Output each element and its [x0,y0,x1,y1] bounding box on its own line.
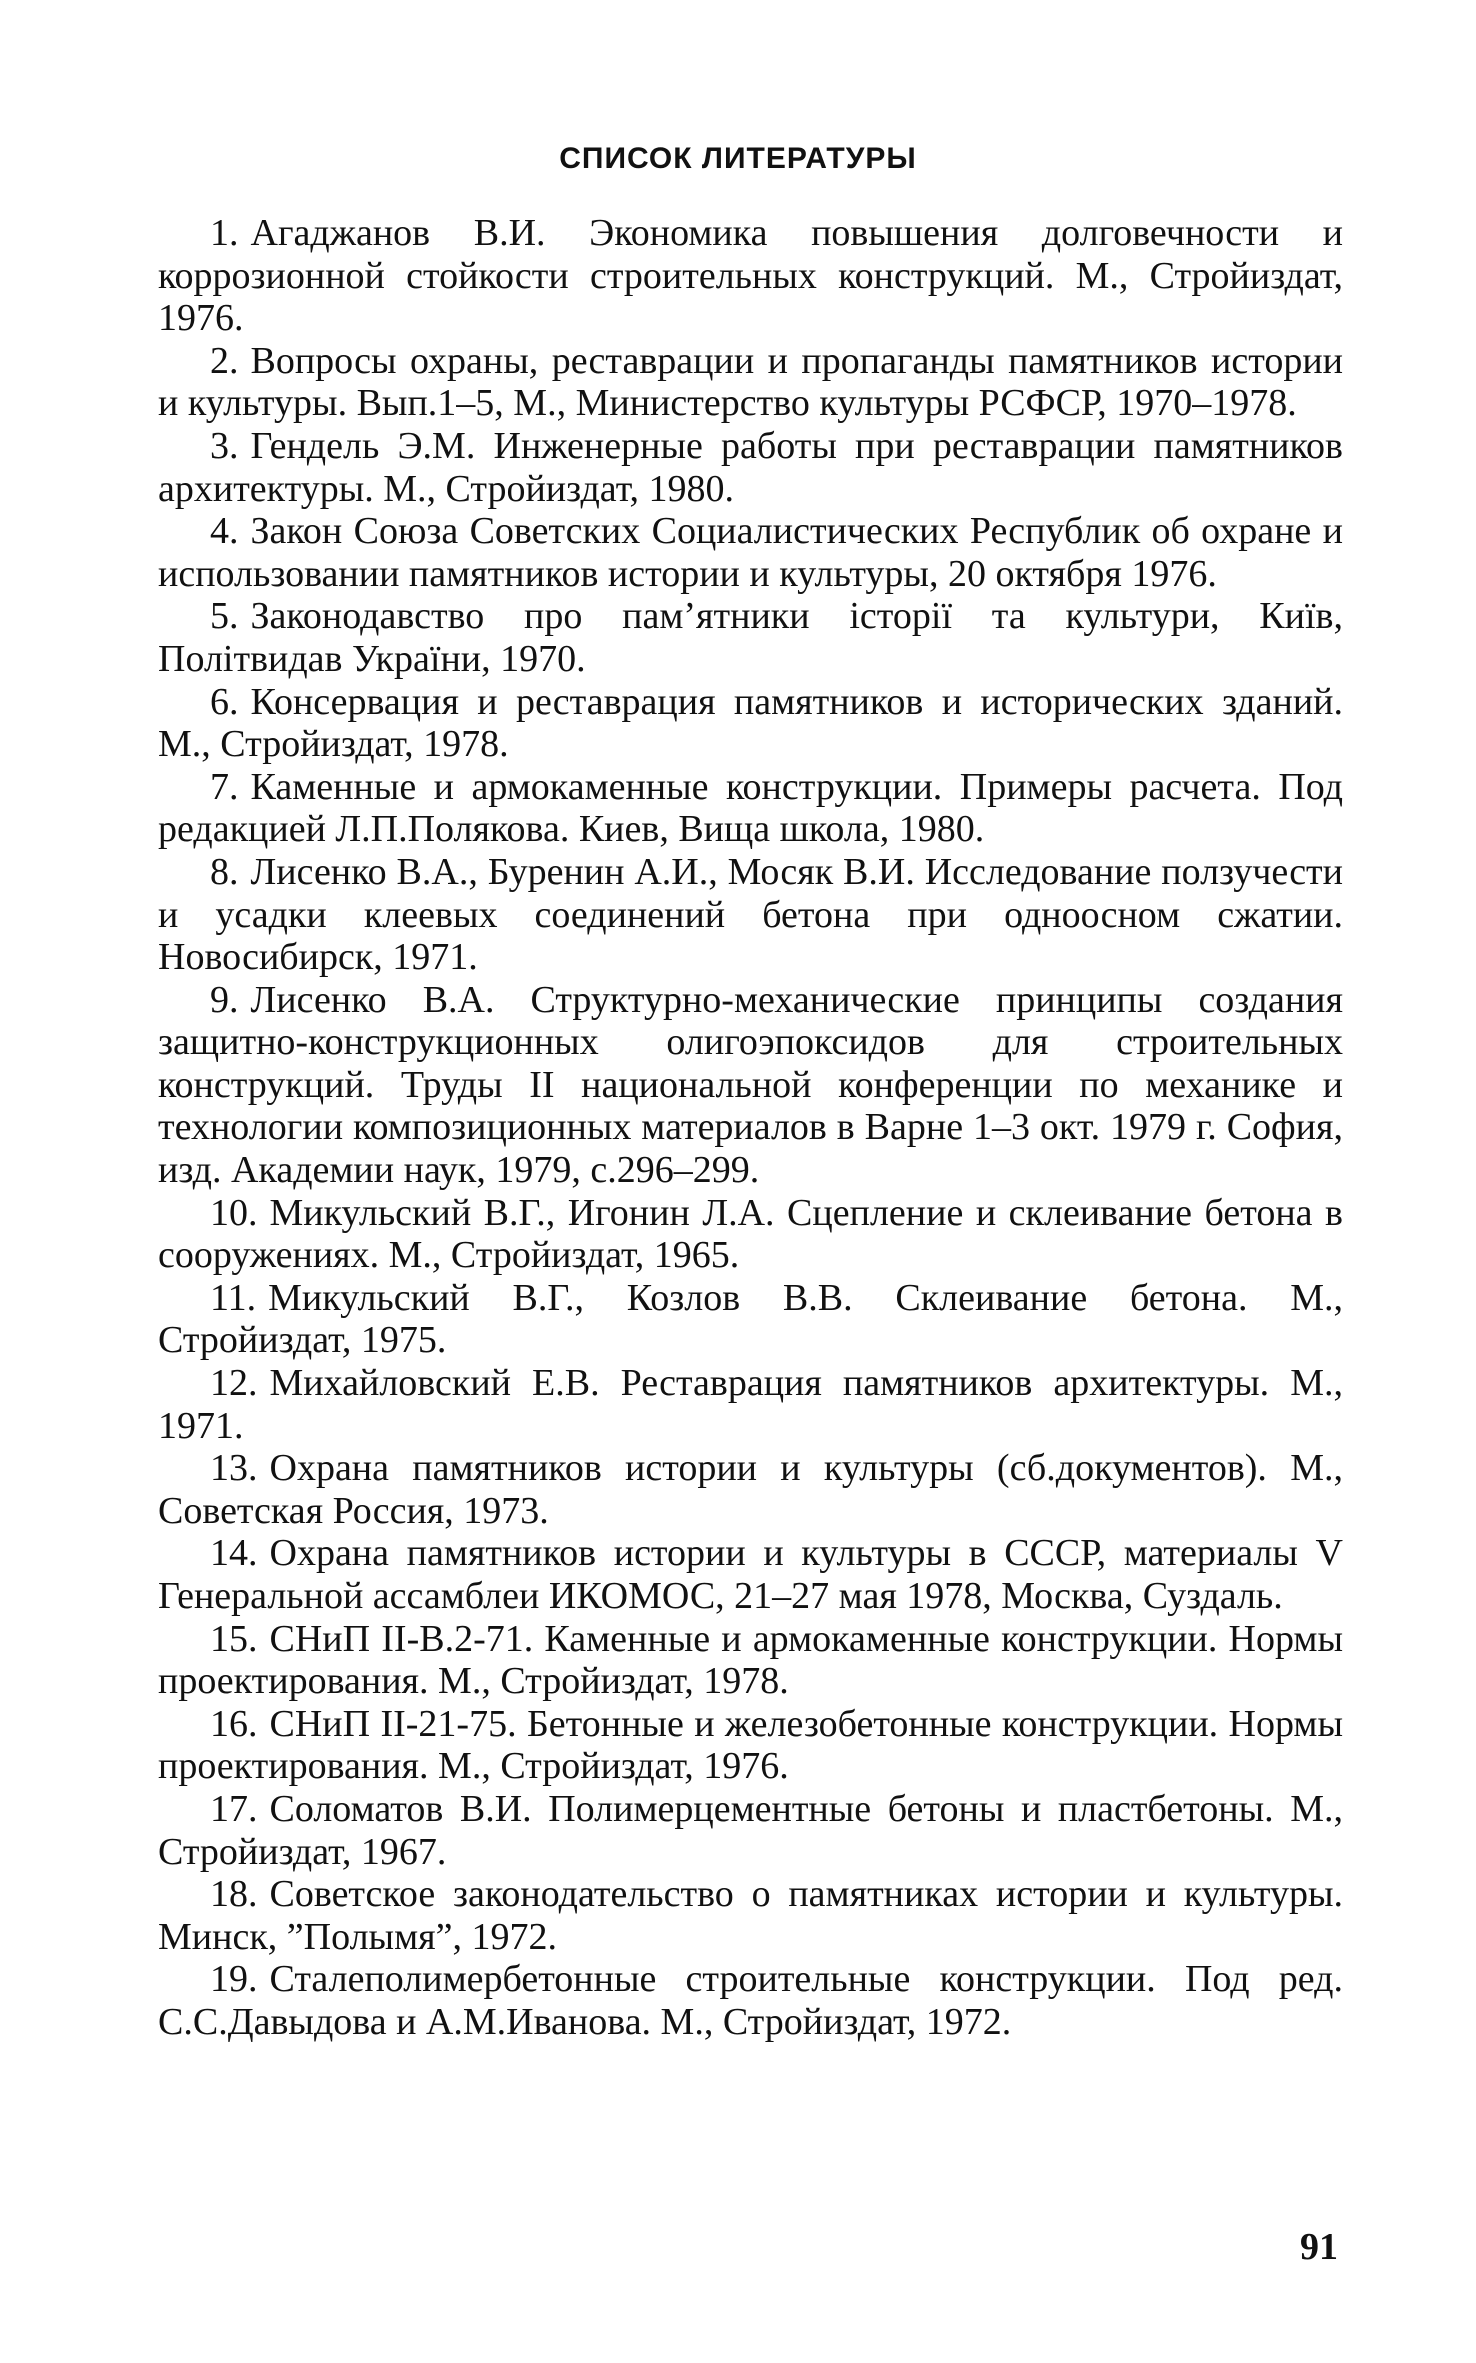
reference-number: 6. [210,680,239,723]
reference-item [158,1192,1343,1277]
reference-item [158,1362,1343,1447]
reference-item [158,681,1343,766]
reference-text: СНиП II-В.2-71. Каменные и армокаменные конструкции. Нормы проектирования. М., Стройиздат, 1978. [158,1617,1343,1703]
reference-text: Микульский В.Г., Козлов В.В. Склеивание бетона. М., Стройиздат, 1975. [158,1276,1343,1362]
reference-number: 4. [210,510,239,553]
reference-item [158,1277,1343,1362]
reference-text: Охрана памятников истории и культуры (сб.документов). М., Советская Россия, 1973. [158,1447,1343,1532]
reference-item [158,510,1343,595]
page-title: СПИСОК ЛИТЕРАТУРЫ [559,142,917,175]
reference-list [158,212,1343,2044]
reference-text: Советское законодательство о памятниках истории и культуры. Минск, ”Полымя”, 1972. [158,1873,1343,1958]
reference-text: Вопросы охраны, реставрации и пропаганды памятников истории и культуры. Вып.1–5, М., Министерство культуры РСФСР, 1970–1978. [158,339,1343,425]
reference-number: 18. [210,1873,258,1916]
reference-text: Микульский В.Г., Игонин Л.А. Сцепление и склеивание бетона в сооружениях. М., Стройиздат, 1965. [158,1191,1343,1277]
reference-item [158,1532,1343,1617]
reference-item [158,1703,1343,1788]
reference-text: Сталеполимербетонные строительные конструкции. Под ред. С.С.Давыдова и А.М.Иванова. М., Стройиздат, 1972. [158,1958,1343,2043]
reference-item [158,766,1343,851]
reference-text: СНиП II-21-75. Бетонные и железобетонные конструкции. Нормы проектирования. М., Стройиздат, 1976. [158,1702,1343,1788]
reference-text: Закон Союза Советских Социалистических Республик об охране и использовании памятников истории и культуры, 20 октября 1976. [158,510,1343,595]
reference-item [158,425,1343,510]
reference-number: 10. [210,1191,258,1234]
reference-item [158,1788,1343,1873]
reference-number: 12. [210,1362,258,1405]
reference-number: 3. [210,424,239,467]
reference-text: Лисенко В.А., Буренин А.И., Мосяк В.И. Исследование ползучести и усадки клеевых соединений бетона при одноосном сжатии. Новосибирск, 1971. [158,850,1343,979]
reference-number: 19. [210,1958,258,2001]
reference-text: Соломатов В.И. Полимерцементные бетоны и пластбетоны. М., Стройиздат, 1967. [158,1787,1343,1873]
reference-text: Охрана памятников истории и культуры в СССР, материалы V Генеральной ассамблеи ИКОМОС, 21–27 мая 1978, Москва, Суздаль. [158,1532,1343,1617]
reference-text: Лисенко В.А. Структурно-механические принципы создания защитно-конструкционных олигоэпоксидов для строительных конструкций. Труды II национальной конференции по механике и технологии композиционных материалов в Варне 1–3 окт. 1979 г. София, изд. Академии наук, 1979, с.296–299. [158,978,1343,1192]
reference-item [158,1873,1343,1958]
reference-number: 13. [210,1447,258,1490]
reference-text: Гендель Э.М. Инженерные работы при реставрации памятников архитектуры. М., Стройиздат, 1980. [158,424,1343,510]
reference-number: 2. [210,339,239,382]
reference-item [158,979,1343,1192]
reference-text: Законодавство про пам’ятники історії та культури, Київ, Політвидав України, 1970. [158,595,1343,680]
reference-text: Консервация и реставрация памятников и исторических зданий. М., Стройиздат, 1978. [158,680,1343,766]
reference-number: 7. [210,765,239,808]
reference-number: 1. [210,212,239,254]
reference-text: Агаджанов В.И. Экономика повышения долговечности и коррозионной стойкости строительных конструкций. М., Стройиздат, 1976. [158,212,1343,340]
reference-item [158,1618,1343,1703]
page-number: 91 [1300,2226,1338,2268]
reference-text: Михайловский Е.В. Реставрация памятников архитектуры. М., 1971. [158,1362,1343,1447]
reference-number: 9. [210,978,239,1021]
reference-number: 5. [210,595,239,638]
reference-item [158,851,1343,979]
reference-number: 17. [210,1787,258,1830]
reference-item [158,1447,1343,1532]
reference-number: 14. [210,1532,258,1575]
reference-item [158,1958,1343,2043]
reference-item [158,595,1343,680]
reference-number: 16. [210,1702,258,1745]
reference-text: Каменные и армокаменные конструкции. Примеры расчета. Под редакцией Л.П.Полякова. Киев, Вища школа, 1980. [158,765,1343,851]
reference-number: 8. [210,850,239,893]
reference-number: 11. [210,1276,257,1319]
reference-number: 15. [210,1617,258,1660]
reference-item [158,212,1343,340]
reference-item [158,340,1343,425]
